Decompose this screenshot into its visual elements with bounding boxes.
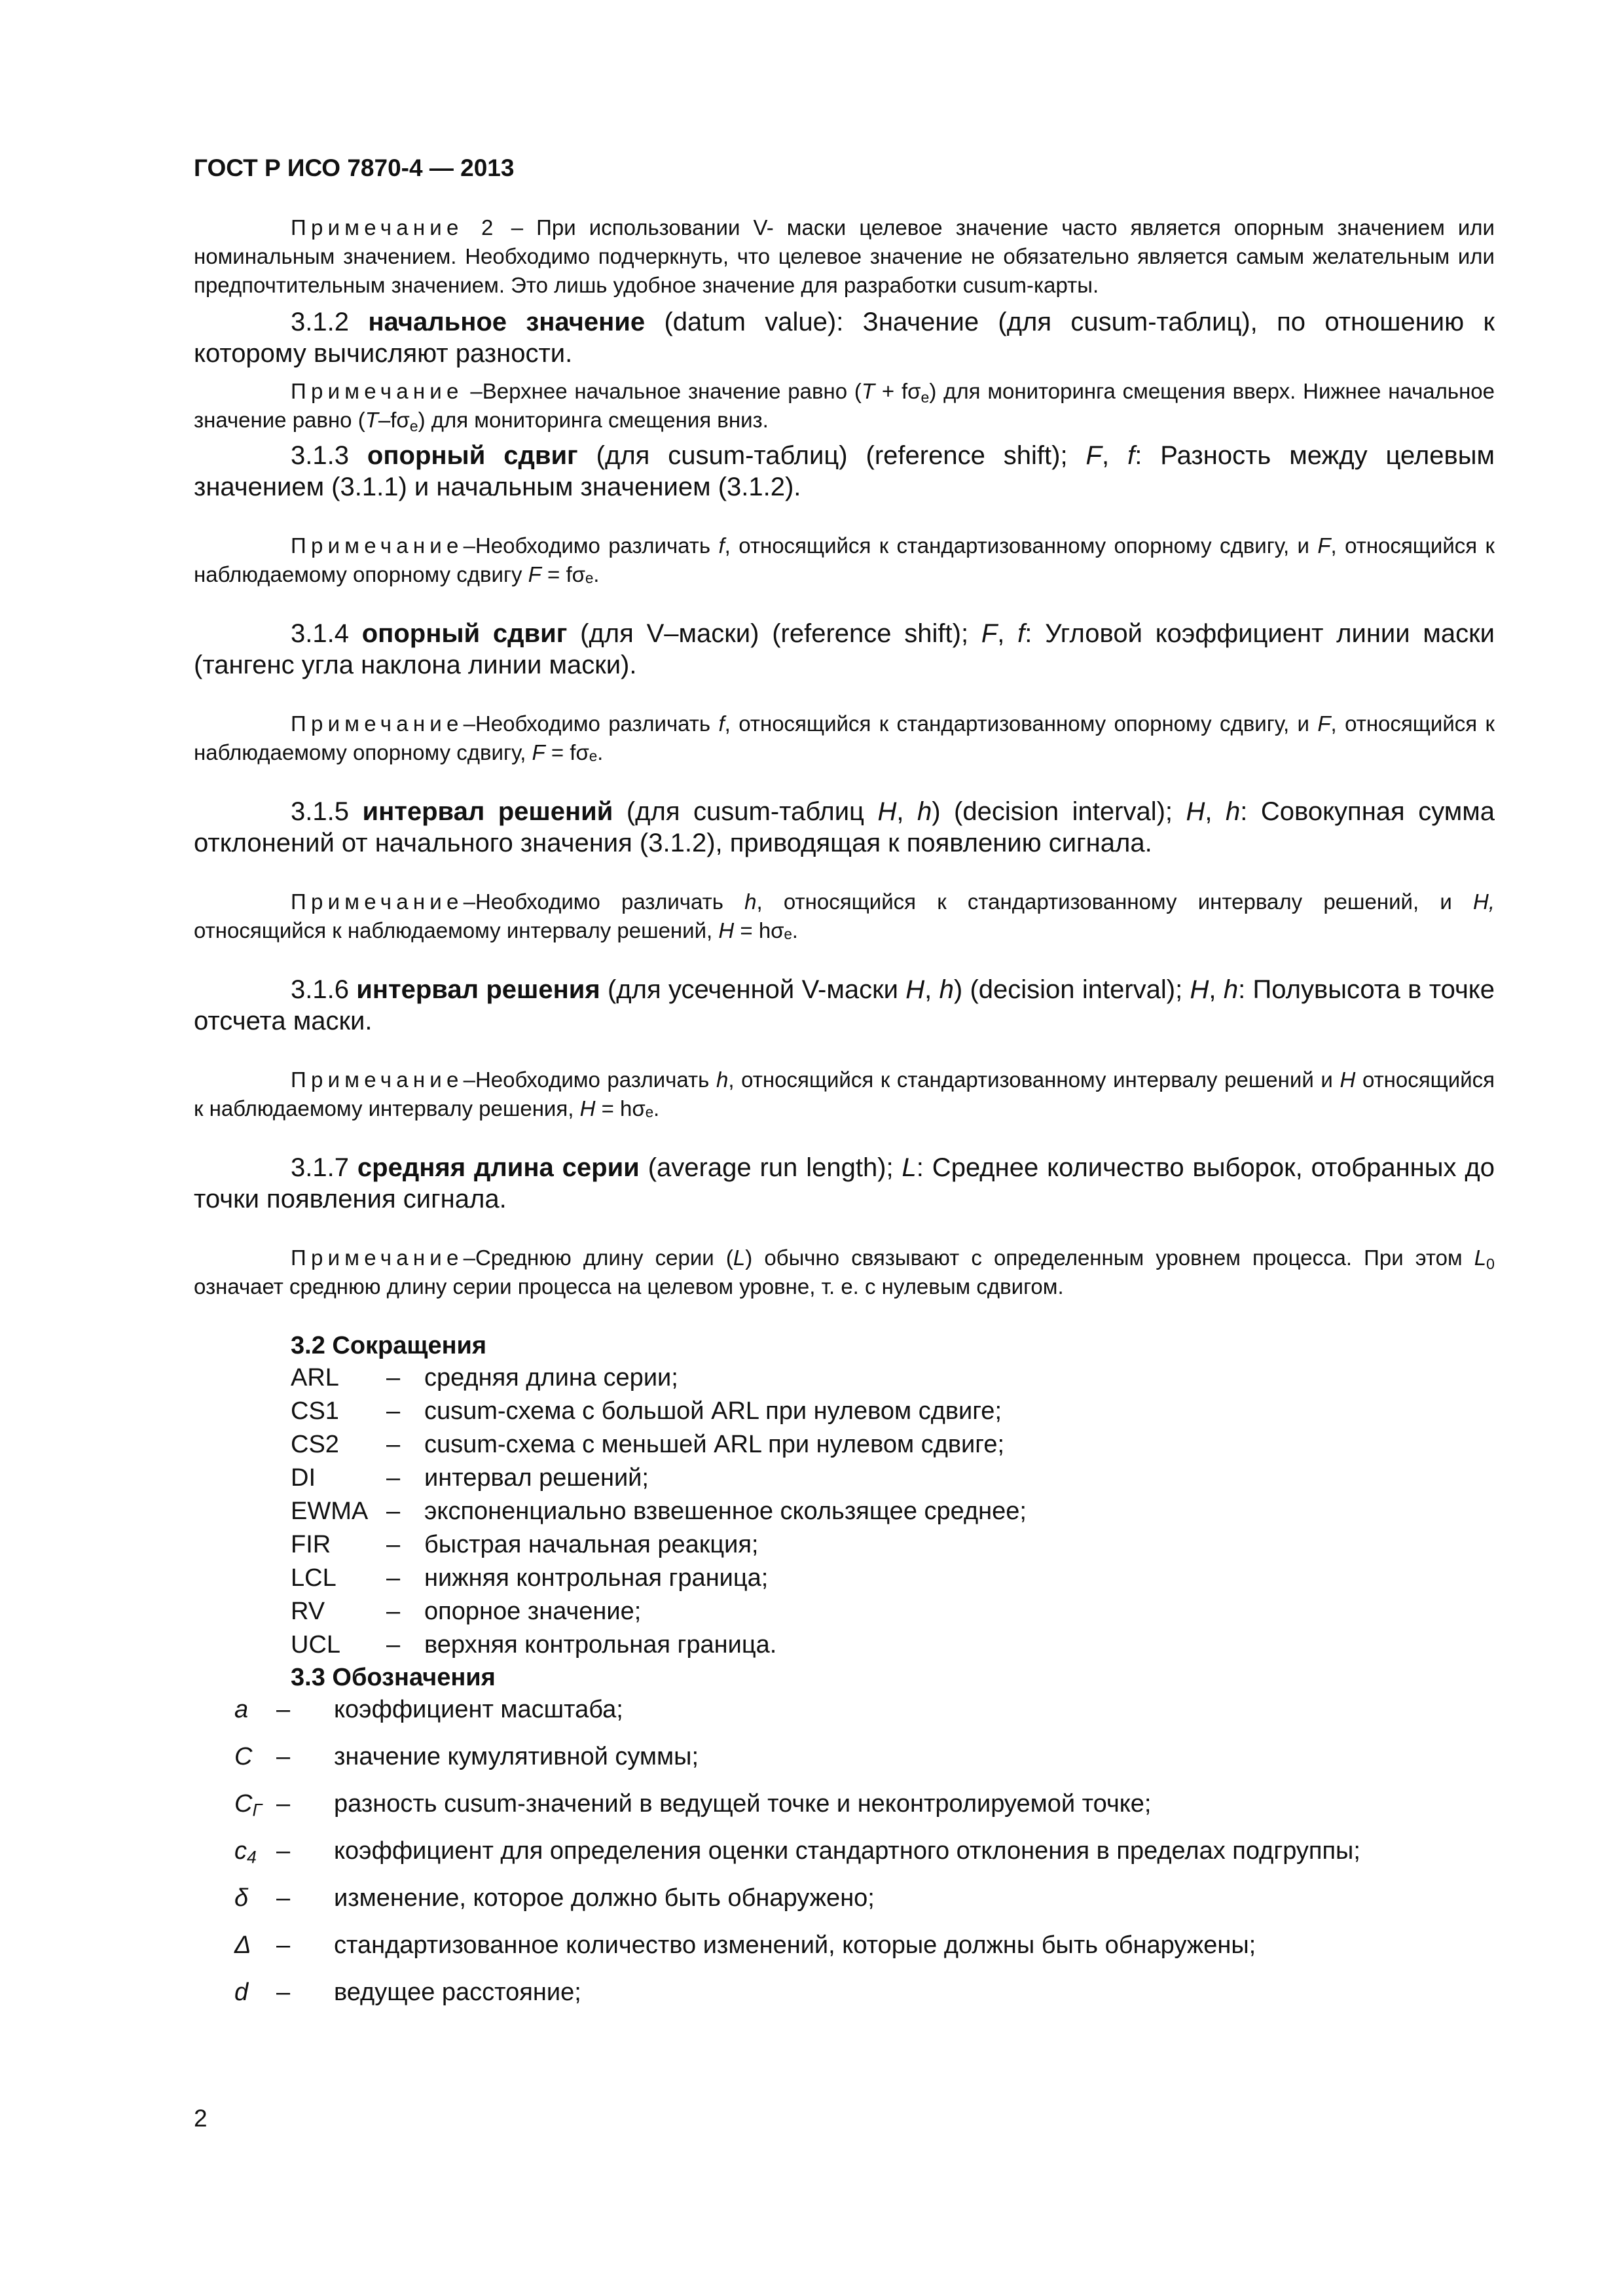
symbol-L: L — [902, 1153, 917, 1182]
symbol-name — [194, 1789, 276, 1819]
document-header: ГОСТ Р ИСО 7870-4 — 2013 — [194, 154, 515, 181]
symbol-name — [194, 1977, 276, 2007]
term-text: : Совокупная сумма отклонений от начального значения (3.1.2), приводящая к появлению сигнала. — [194, 797, 1495, 857]
symbol-letter: δ — [234, 1884, 249, 1912]
symbol-row — [194, 1883, 1495, 1913]
symbol-letter: C — [234, 1743, 253, 1770]
dash: – — [386, 1598, 401, 1625]
separator: , — [1101, 441, 1128, 470]
symbol-definition: коэффициент масштаба; — [334, 1696, 623, 1723]
abbreviation-code: RV — [291, 1598, 325, 1625]
dash: – — [386, 1464, 401, 1492]
note-text: , относящийся к наблюдаемому опорному сдвигу — [194, 533, 1495, 586]
symbol-T: T — [365, 408, 378, 432]
abbreviation-row — [291, 1495, 1495, 1528]
term-name: средняя длина серии — [357, 1153, 640, 1182]
symbols-list — [194, 1695, 1495, 2007]
subscript-e: e — [409, 417, 418, 435]
dash: – — [386, 1631, 401, 1659]
symbol-definition: коэффициент для определения оценки стандартного отклонения в пределах подгруппы; — [334, 1837, 1360, 1865]
abbreviation-code: LCL — [291, 1564, 337, 1592]
note-3-1-2 — [194, 377, 1495, 435]
symbol-subscript: 4 — [247, 1847, 257, 1867]
note-3-1-7 — [194, 1244, 1495, 1301]
symbol-H: H — [1186, 797, 1205, 826]
symbol-name — [194, 1742, 276, 1772]
abbreviation-text: cusum-схема с большой ARL при нулевом сдвиге; — [424, 1397, 1002, 1425]
section-heading-abbreviations: 3.2 Сокращения — [291, 1332, 487, 1359]
note-text: означает среднюю длину серии процесса на целевом уровне, т. е. с нулевым сдвигом. — [194, 1274, 1064, 1299]
term-text: (datum value): Значение (для cusum-таблиц), по отношению к которому вычисляют разности. — [194, 308, 1495, 368]
abbreviation-text: быстрая начальная реакция; — [424, 1531, 759, 1558]
abbreviation-row — [291, 1528, 1495, 1562]
symbol-row — [194, 1836, 1495, 1866]
dash: – — [276, 1884, 291, 1912]
symbol-L: L — [733, 1246, 746, 1270]
symbol-row — [194, 1789, 1495, 1819]
abbreviation-code: CS2 — [291, 1431, 339, 1458]
abbreviation-code: UCL — [291, 1631, 341, 1659]
symbol-letter: Δ — [234, 1931, 251, 1959]
note-text: = hσₑ. — [595, 1096, 660, 1121]
note-3-1-6 — [194, 1066, 1495, 1123]
term-3-1-7 — [194, 1152, 1495, 1215]
term-text: (для усеченной V-маски — [600, 975, 906, 1004]
term-3-1-3 — [194, 440, 1495, 503]
note-text: = fσₑ. — [541, 562, 600, 586]
term-3-1-5 — [194, 796, 1495, 859]
term-name: опорный сдвиг — [361, 619, 568, 648]
note-label: Примечание 2 — [291, 215, 498, 240]
note-text: ) обычно связывают с определенным уровнем процесса. При этом — [745, 1246, 1474, 1270]
note-text: , относящийся к стандартизованному опорному сдвигу, и — [724, 711, 1318, 736]
symbol-f: f — [1127, 441, 1135, 470]
symbol-definition: стандартизованное количество изменений, которые должны быть обнаружены; — [334, 1931, 1256, 1959]
symbol-h: h — [744, 889, 757, 914]
subscript-0: 0 — [1486, 1255, 1495, 1272]
symbol-row — [194, 1930, 1495, 1960]
note-text: –Верхнее начальное значение равно ( — [463, 379, 862, 403]
symbol-h: h — [716, 1067, 729, 1092]
abbreviation-row — [291, 1428, 1495, 1462]
section-heading-symbols: 3.3 Обозначения — [291, 1664, 496, 1691]
note-3-1-5 — [194, 888, 1495, 945]
dash: – — [276, 1837, 291, 1865]
dash: – — [276, 1931, 291, 1959]
abbreviation-code: DI — [291, 1464, 316, 1492]
separator: , — [997, 619, 1018, 648]
separator: , — [1205, 797, 1226, 826]
note-label: Примечание — [291, 1246, 464, 1270]
dash: – — [386, 1564, 401, 1592]
symbol-name — [194, 1883, 276, 1913]
note-label: Примечание — [291, 379, 464, 403]
symbol-L: L — [1474, 1246, 1487, 1270]
symbol-f: f — [718, 711, 725, 736]
symbol-H: H, — [1473, 889, 1495, 914]
symbol-h: h — [1223, 975, 1239, 1004]
symbol-letter: c — [234, 1837, 247, 1865]
note-3-1-4 — [194, 709, 1495, 767]
symbol-f: f — [1017, 619, 1025, 648]
symbol-letter: d — [234, 1979, 249, 2006]
note-text: –Необходимо различать — [463, 711, 719, 736]
symbol-f: f — [718, 533, 725, 558]
note-text: ) для мониторинга смещения вверх. Нижнее начальное значение равно ( — [194, 379, 1495, 432]
note-text: относящийся к наблюдаемому интервалу решений, — [194, 918, 719, 942]
separator: , — [1209, 975, 1224, 1004]
term-number: 3.1.3 — [291, 441, 349, 470]
abbreviation-text: cusum-схема с меньшей ARL при нулевом сдвиге; — [424, 1431, 1005, 1458]
abbreviation-text: экспоненциально взвешенное скользящее среднее; — [424, 1498, 1027, 1525]
abbreviation-text: средняя длина серии; — [424, 1364, 678, 1391]
dash: – — [386, 1531, 401, 1558]
term-name: опорный сдвиг — [367, 441, 578, 470]
page-content — [194, 213, 1495, 2024]
term-number: 3.1.2 — [291, 308, 349, 336]
symbol-H: H — [1190, 975, 1209, 1004]
term-3-1-4 — [194, 618, 1495, 681]
symbol-h: h — [1226, 797, 1241, 826]
symbol-name — [194, 1930, 276, 1960]
symbol-row — [194, 1695, 1495, 1725]
term-3-1-6 — [194, 974, 1495, 1037]
term-text: ) (decision interval); — [953, 975, 1190, 1004]
abbreviation-code: CS1 — [291, 1397, 339, 1425]
symbol-definition: разность cusum-значений в ведущей точке и неконтролируемой точке; — [334, 1790, 1152, 1818]
note-text: –Необходимо различать — [463, 1067, 716, 1092]
note-3-1-3 — [194, 531, 1495, 589]
note-2 — [194, 213, 1495, 300]
symbol-letter: a — [234, 1696, 249, 1723]
term-name: интервал решения — [356, 975, 600, 1004]
symbol-T: T — [861, 379, 875, 403]
page-number: 2 — [194, 2105, 208, 2132]
separator: , — [896, 797, 917, 826]
abbreviation-code: FIR — [291, 1531, 331, 1558]
abbreviation-row — [291, 1462, 1495, 1495]
note-text: + fσ — [875, 379, 921, 403]
term-text: (для cusum-таблиц — [613, 797, 878, 826]
symbol-H: H — [877, 797, 897, 826]
symbol-F: F — [981, 619, 998, 648]
note-text: –fσ — [378, 408, 410, 432]
note-text: относящийся к наблюдаемому интервалу решения, — [194, 1067, 1495, 1121]
term-text: : Среднее количество выборок, отобранных до точки появления сигнала. — [194, 1153, 1495, 1213]
symbol-F: F — [1085, 441, 1102, 470]
symbol-H: H — [718, 918, 735, 942]
subscript-e: e — [921, 388, 930, 406]
abbreviation-text: верхняя контрольная граница. — [424, 1631, 777, 1659]
dash: – — [276, 1979, 291, 2006]
symbol-definition: изменение, которое должно быть обнаружено; — [334, 1884, 875, 1912]
note-text: –Необходимо различать — [463, 533, 719, 558]
dash: – — [386, 1397, 401, 1425]
symbol-name — [194, 1695, 276, 1725]
note-text: , относящийся к стандартизованному интервалу решений и — [728, 1067, 1340, 1092]
note-text: = fσₑ. — [545, 740, 604, 764]
symbol-name — [194, 1836, 276, 1866]
note-text: –Среднюю длину серии ( — [463, 1246, 733, 1270]
abbreviation-row — [291, 1395, 1495, 1428]
note-text: , относящийся к стандартизованному интервалу решений, и — [756, 889, 1474, 914]
dash: – — [386, 1498, 401, 1525]
note-label: Примечание — [291, 711, 464, 736]
term-number: 3.1.5 — [291, 797, 349, 826]
symbol-subscript: Г — [252, 1800, 262, 1820]
term-number: 3.1.7 — [291, 1153, 349, 1182]
term-text: : Полувысота в точке отсчета маски. — [194, 975, 1495, 1035]
abbreviations-list — [291, 1361, 1495, 1662]
note-label: Примечание — [291, 1067, 464, 1092]
symbol-H: H — [1340, 1067, 1356, 1092]
dash: – — [386, 1364, 401, 1391]
note-label: Примечание — [291, 889, 464, 914]
abbreviation-code: EWMA — [291, 1498, 369, 1525]
dash: – — [276, 1743, 291, 1770]
dash: – — [276, 1696, 291, 1723]
abbreviation-text: интервал решений; — [424, 1464, 649, 1492]
abbreviation-row — [291, 1562, 1495, 1595]
note-text: ) для мониторинга смещения вниз. — [418, 408, 769, 432]
symbol-F: F — [532, 740, 545, 764]
dash: – — [386, 1431, 401, 1458]
abbreviation-code: ARL — [291, 1364, 339, 1391]
symbol-definition: ведущее расстояние; — [334, 1979, 581, 2006]
note-text: –Необходимо различать — [463, 889, 745, 914]
symbol-row — [194, 1977, 1495, 2007]
note-text: , относящийся к стандартизованному опорному сдвигу, и — [724, 533, 1318, 558]
symbol-H: H — [905, 975, 925, 1004]
term-3-1-2 — [194, 306, 1495, 369]
symbol-letter: C — [234, 1790, 253, 1818]
symbol-H: H — [579, 1096, 596, 1121]
symbol-row — [194, 1742, 1495, 1772]
note-text: , относящийся к наблюдаемому опорному сдвигу, — [194, 711, 1495, 764]
symbol-definition: значение кумулятивной суммы; — [334, 1743, 699, 1770]
abbreviation-text: нижняя контрольная граница; — [424, 1564, 769, 1592]
term-text: : Разность между целевым значением (3.1.1) и начальным значением (3.1.2). — [194, 441, 1495, 501]
separator: , — [924, 975, 939, 1004]
term-text: ) (decision interval); — [932, 797, 1186, 826]
symbol-h: h — [939, 975, 954, 1004]
dash: – — [276, 1790, 291, 1818]
abbreviation-row — [291, 1361, 1495, 1395]
term-text: (average run length); — [639, 1153, 902, 1182]
term-text: (для V–маски) (reference shift); — [567, 619, 981, 648]
term-text: (для cusum-таблиц) (reference shift); — [577, 441, 1086, 470]
note-text: – При использовании V- маски целевое значение часто является опорным значением или номинальным значением. Необходимо подчеркнуть, что целевое значение не обязательно является самым желательным или предпочтительным значением. Это лишь удобное значение для разработки cusum-карты. — [194, 215, 1495, 297]
term-name: интервал решений — [362, 797, 613, 826]
abbreviation-text: опорное значение; — [424, 1598, 642, 1625]
note-text: = hσₑ. — [734, 918, 798, 942]
term-text: : Угловой коэффициент линии маски (тангенс угла наклона линии маски). — [194, 619, 1495, 679]
abbreviation-row — [291, 1595, 1495, 1628]
symbol-h: h — [917, 797, 932, 826]
symbol-F: F — [1317, 533, 1331, 558]
note-label: Примечание — [291, 533, 464, 558]
term-number: 3.1.4 — [291, 619, 349, 648]
symbol-F: F — [1317, 711, 1331, 736]
term-name: начальное значение — [368, 308, 646, 336]
abbreviation-row — [291, 1628, 1495, 1662]
term-number: 3.1.6 — [291, 975, 349, 1004]
symbol-F: F — [528, 562, 541, 586]
